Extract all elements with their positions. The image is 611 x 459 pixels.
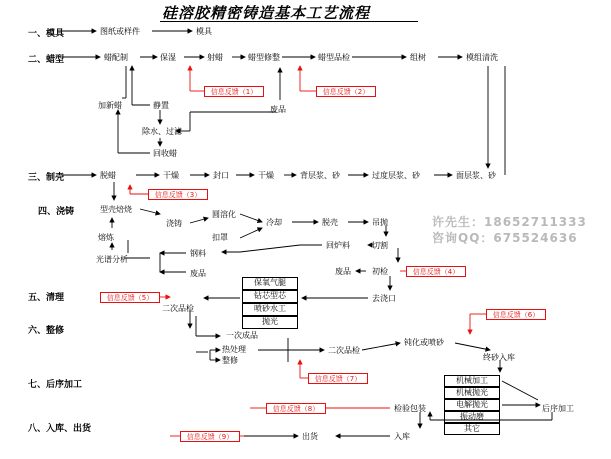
node-mechanical-polish: 机械抛光 bbox=[444, 387, 500, 399]
node-wax-trim: 蜡型修整 bbox=[248, 53, 280, 62]
node-add-wax: 加新蜡 bbox=[98, 101, 122, 110]
node-wax-injection: 射蜡 bbox=[207, 53, 223, 62]
node-drawing: 图纸或样件 bbox=[100, 27, 140, 36]
node-module-clean: 模组清洗 bbox=[466, 53, 498, 62]
node-heat-treatment: 热处理 bbox=[222, 345, 246, 354]
feedback-box-1: 信息反馈（1） bbox=[204, 86, 264, 97]
feedback-box-4: 信息反馈（4） bbox=[406, 266, 466, 277]
node-hoist-polish: 吊抛 bbox=[372, 218, 388, 227]
node-pouring: 浇铸 bbox=[166, 219, 182, 228]
stage-label-4: 四、浇铸 bbox=[38, 207, 75, 217]
node-dewater-filter: 除水、过滤 bbox=[142, 127, 182, 136]
node-polish: 抛光 bbox=[242, 316, 298, 329]
stage-label-7: 七、后序加工 bbox=[28, 380, 83, 390]
node-transition-layer: 过度层浆、砂 bbox=[372, 171, 420, 180]
stage-label-2: 二、蜡型 bbox=[28, 55, 65, 65]
feedback-box-2: 信息反馈（2） bbox=[316, 86, 376, 97]
stage-label-5: 五、清理 bbox=[28, 293, 65, 303]
node-scrap-wax: 废品 bbox=[270, 105, 286, 114]
node-second-inspect-1: 二次品检 bbox=[162, 304, 194, 313]
node-oxygen-leg: 保氧气腿 bbox=[242, 277, 298, 290]
node-cooling: 冷却 bbox=[266, 218, 282, 227]
node-inspect-packing: 检验包装 bbox=[394, 404, 426, 413]
stage-label-8: 八、入库、出货 bbox=[28, 424, 92, 434]
stage-label-6: 六、整修 bbox=[28, 326, 65, 336]
node-passivate-sandblast: 钝化或喷砂 bbox=[404, 338, 444, 347]
node-tree-assembly: 组树 bbox=[410, 53, 426, 62]
feedback-box-5: 信息反馈（5） bbox=[100, 292, 160, 303]
node-return-material: 回炉料 bbox=[326, 241, 350, 250]
stage-label-1: 一、模具 bbox=[28, 29, 65, 39]
node-keep-warm: 保湿 bbox=[160, 53, 176, 62]
contact-qq: 咨询QQ：675524636 bbox=[432, 231, 578, 245]
node-seal: 封口 bbox=[213, 171, 229, 180]
node-dry-2: 干燥 bbox=[258, 171, 274, 180]
node-scrap-1: 废品 bbox=[190, 269, 206, 278]
node-cutoff: 切割 bbox=[372, 241, 388, 250]
node-final-storage: 终砂入库 bbox=[483, 353, 515, 362]
node-wax-prep: 蜡配制 bbox=[104, 53, 128, 62]
feedback-box-7: 信息反馈（7） bbox=[308, 373, 368, 384]
node-shipment: 出货 bbox=[302, 432, 318, 441]
feedback-box-3: 信息反馈（3） bbox=[148, 189, 208, 200]
node-first-product: 一次成品 bbox=[226, 331, 258, 340]
node-dewax: 脱蜡 bbox=[100, 171, 116, 180]
feedback-box-6: 信息反馈（6） bbox=[486, 309, 546, 320]
node-repair: 整修 bbox=[222, 356, 238, 365]
node-first-inspect: 初检 bbox=[372, 267, 388, 276]
node-dry-1: 干燥 bbox=[163, 171, 179, 180]
page-title: 硅溶胶精密铸造基本工艺流程 bbox=[162, 4, 371, 22]
node-steel-material: 钢料 bbox=[190, 249, 206, 258]
node-machining: 机械加工 bbox=[444, 375, 500, 387]
node-face-layer: 面层浆、砂 bbox=[456, 171, 496, 180]
node-rest: 静置 bbox=[153, 101, 169, 110]
node-post-processing: 后序加工 bbox=[542, 404, 574, 413]
node-cover: 扣罩 bbox=[212, 233, 228, 242]
node-second-inspect-2: 二次品检 bbox=[328, 346, 360, 355]
node-round-melt: 圆溶化 bbox=[212, 210, 236, 219]
node-shell-removal: 脱壳 bbox=[322, 218, 338, 227]
node-mold: 模具 bbox=[196, 27, 212, 36]
node-back-layer: 背层浆、砂 bbox=[300, 171, 340, 180]
node-core-drill: 钻芯型芯 bbox=[242, 290, 298, 303]
node-sandblast-finish: 喷砂水工 bbox=[242, 303, 298, 316]
node-melting: 熔炼 bbox=[98, 233, 114, 242]
stage-label-3: 三、制壳 bbox=[28, 173, 65, 183]
node-electrolytic-polish: 电解抛光 bbox=[444, 399, 500, 411]
title-underline bbox=[160, 21, 418, 22]
node-wax-inspect: 蜡型品检 bbox=[318, 53, 350, 62]
node-vibratory-grind: 振动磨 bbox=[444, 411, 500, 423]
node-other: 其它 bbox=[444, 423, 500, 435]
feedback-box-9: 信息反馈（9） bbox=[180, 431, 240, 442]
node-remove-gate: 去浇口 bbox=[372, 294, 396, 303]
node-shell-roast: 型壳焙烧 bbox=[100, 205, 132, 214]
node-recycle-wax: 回收蜡 bbox=[153, 149, 177, 158]
node-spectral-analysis: 光谱分析 bbox=[96, 255, 128, 264]
node-warehouse: 入库 bbox=[394, 432, 410, 441]
node-scrap-2: 废品 bbox=[335, 267, 351, 276]
contact-phone: 许先生：18652711333 bbox=[432, 215, 587, 229]
feedback-box-8: 信息反馈（8） bbox=[266, 403, 326, 414]
